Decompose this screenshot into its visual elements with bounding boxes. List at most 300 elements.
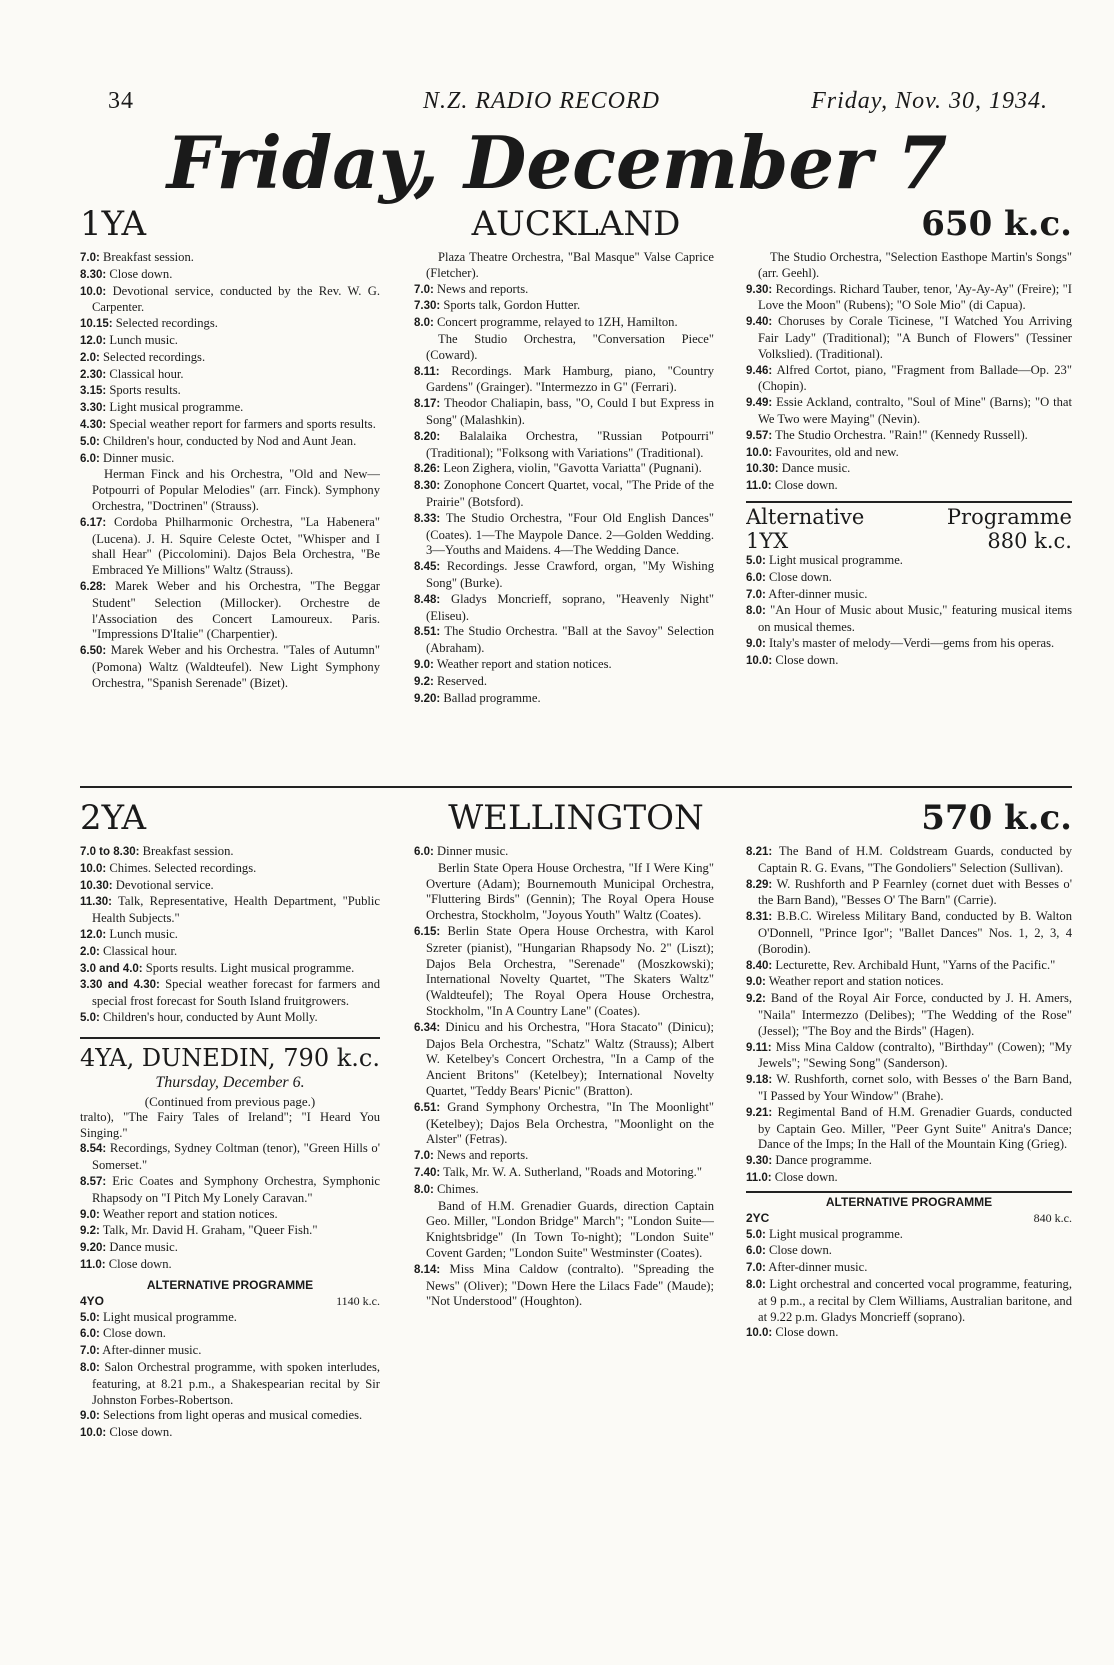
schedule-entry [414, 1100, 714, 1148]
entry-time: 8.31: [746, 911, 773, 924]
entry-time: 8.17: [414, 398, 441, 411]
entry-text: Concert programme, relayed to 1ZH, Hamilton. [436, 315, 678, 330]
station-city: WELLINGTON [448, 798, 704, 838]
schedule-entry [414, 250, 714, 282]
entry-text: Balalaika Orchestra, "Russian Potpourri" (Traditional); "Folksong with Variations" (Traditional). [426, 428, 714, 460]
entry-text: Weather report and station notices. [436, 656, 612, 671]
entry-time: 8.0: [414, 1183, 434, 1196]
entry-text: News and reports. [436, 281, 529, 296]
schedule-list [746, 844, 1072, 1187]
entry-time: 7.0: [746, 1262, 766, 1275]
entry-time: 9.46: [746, 364, 773, 377]
schedule-entry [746, 877, 1072, 910]
alt-call: 2YC [746, 1210, 770, 1225]
schedule-entry [414, 282, 714, 299]
schedule-entry [414, 624, 714, 657]
schedule-entry [80, 1408, 380, 1425]
entry-text: Weather report and station notices. [768, 974, 944, 989]
column-1ya-middle [414, 250, 714, 780]
entry-text: Lunch music. [109, 332, 178, 347]
entry-time: 5.0: [746, 554, 766, 567]
entry-time: 8.33: [414, 512, 441, 525]
entry-text: Reserved. [436, 673, 487, 688]
entry-text: Eric Coates and Symphony Orchestra, Symphonic Rhapsody on "I Pitch My Lonely Caravan." [92, 1173, 380, 1205]
entry-time: 6.17: [80, 516, 107, 529]
entry-text: Talk, Mr. W. A. Sutherland, "Roads and Motoring." [443, 1164, 702, 1179]
schedule-entry [746, 314, 1072, 362]
entry-text: Miss Mina Caldow (contralto), "Birthday" (Cowen); "My Jewels"; "Sewing Song" (Sanderson). [758, 1039, 1072, 1071]
entry-text: Italy's master of melody—Verdi—gems from his operas. [768, 635, 1055, 650]
schedule-entry [746, 570, 1072, 587]
entry-text: Sports results. [109, 383, 181, 398]
alt-heading-2yc: ALTERNATIVE PROGRAMME [746, 1191, 1072, 1211]
entry-text: Alfred Cortot, piano, "Fragment from Ballade—Op. 23" (Chopin). [758, 362, 1072, 394]
schedule-entry [746, 1040, 1072, 1073]
schedule-entry [80, 267, 380, 284]
entry-time: 11.0: [80, 1258, 106, 1271]
entry-text: Close down. [774, 478, 838, 493]
alt-frequency: 1140 k.c. [336, 1293, 380, 1308]
entry-text: After-dinner music. [768, 1260, 868, 1275]
entry-text: Selected recordings. [115, 316, 218, 331]
entry-text: Children's hour, conducted by Nod and Aunt Jean. [102, 433, 357, 448]
entry-text: The Studio Orchestra. "Ball at the Savoy" Selection (Abraham). [426, 624, 714, 656]
entry-time: 8.57: [80, 1175, 107, 1188]
schedule-entry [80, 316, 380, 333]
schedule-entry [746, 1277, 1072, 1325]
entry-time: 8.11: [414, 365, 440, 378]
schedule-entry [414, 298, 714, 315]
schedule-entry [746, 636, 1072, 653]
entry-text: Selected recordings. [102, 349, 206, 364]
entry-text: Devotional service. [115, 877, 214, 892]
schedule-entry [414, 478, 714, 511]
schedule-entry [80, 1141, 380, 1174]
entry-text: Dance programme. [775, 1153, 872, 1168]
entry-time: 8.30: [414, 480, 441, 493]
station-call: 1YA [80, 204, 146, 244]
entry-time: 8.0: [414, 317, 434, 330]
entry-text: Berlin State Opera House Orchestra, with Karol Szreter (pianist), "Hungarian Rhapsody No. 2" (Liszt); Dajos Bela Orchestra, "Serenade" (Moszkowski); International Novelty Quartet, "The Skaters Waltz" (Waldteufel); The Royal Opera House Orchestra, Stockholm, "In A Country Lane" (Coates). [426, 923, 714, 1018]
schedule-entry [80, 1425, 380, 1442]
column-2ya-right [746, 844, 1072, 1659]
alt-call: 4YO [80, 1293, 105, 1308]
entry-text: Ballad programme. [443, 690, 541, 705]
alternative-programme-1yx [746, 501, 1072, 670]
entry-time: 8.30: [80, 268, 107, 281]
schedule-entry [746, 653, 1072, 670]
entry-text: Sports talk, Gordon Hutter. [443, 298, 581, 313]
entry-text: Marek Weber and his Orchestra. "Tales of Autumn" (Pomona) Waltz (Waldteufel). New Light Symphony Orchestra, "Spanish Serenade" (Bizet). [92, 643, 380, 690]
entry-text: Leon Zighera, violin, "Gavotta Variatta" (Pugnani). [443, 461, 702, 476]
entry-time: 9.18: [746, 1074, 773, 1087]
schedule-entry [80, 1174, 380, 1207]
entry-time: 7.0: [746, 588, 766, 601]
schedule-entry [746, 587, 1072, 604]
schedule-entry [746, 991, 1072, 1039]
entry-time: 6.0: [746, 571, 766, 584]
schedule-list [80, 844, 380, 1027]
entry-text: Dinicu and his Orchestra, "Hora Stacato" (Dinicu); Dajos Bela Orchestra, "Schatz" Waltz (Strauss); Albert W. Ketelbey's Concert Orchestra, "In a Camp of the Ancient Britons" (Ketelbey); International Novelty Quartet, "Teddy Bears' Picnic" (Bratton). [426, 1019, 714, 1098]
entry-text: Regimental Band of H.M. Grenadier Guards, conducted by Captain Geo. Miller, "Peer Gynt Suite" Anitra's Dance; Dance of the Imps; In the Hall of the Mountain King (Grieg). [758, 1104, 1072, 1152]
entry-time: 7.0: [414, 283, 434, 296]
entry-text: W. Rushforth and P Fearnley (cornet duet with Besses o' the Barn Band), "Besses O' The Barn" (Carrie). [758, 876, 1072, 908]
schedule-entry [414, 461, 714, 478]
schedule-entry [746, 909, 1072, 957]
schedule-entry [80, 1240, 380, 1257]
entry-time: 7.40: [414, 1166, 441, 1179]
entry-time: 7.0: [80, 252, 100, 264]
entry-time: 5.0: [80, 1011, 100, 1024]
alt-heading-4yo: ALTERNATIVE PROGRAMME [146, 1277, 314, 1292]
schedule-entry [746, 1072, 1072, 1105]
entry-text: Marek Weber and his Orchestra, "The Beggar Student" Selection (Millocker). Orchestre de l'Association des Concert Lamoureux. Paris. "Impressions D'Italie" (Charpentier). [92, 578, 380, 642]
alt-schedule-list [80, 1310, 380, 1442]
entry-time: 8.0: [746, 1278, 766, 1291]
entry-text: The Band of H.M. Coldstream Guards, conducted by Captain R. G. Evans, "The Gondoliers" Selection (Sullivan). [758, 844, 1072, 875]
dunedin-subheading: Thursday, December 6. [155, 1073, 305, 1091]
alt-call: 1YX [746, 528, 789, 553]
entry-text: Close down. [774, 1169, 838, 1184]
masthead: N.Z. RADIO RECORD [423, 88, 660, 114]
entry-time: 9.0: [746, 976, 766, 989]
schedule-entry [746, 958, 1072, 975]
alt-frequency: 880 k.c. [987, 528, 1072, 553]
entry-text: Breakfast session. [102, 250, 194, 264]
issue-date: Friday, Nov. 30, 1934. [811, 88, 1048, 114]
entry-time: 8.45: [414, 561, 441, 574]
column-2ya-left [80, 844, 380, 1659]
entry-text: The Studio Orchestra, "Conversation Piece" (Coward). [426, 331, 714, 362]
entry-time: 3.30 and 4.30: [80, 979, 160, 992]
schedule-entry [414, 861, 714, 924]
dunedin-note: (Continued from previous page.) [144, 1093, 316, 1109]
schedule-entry [80, 515, 380, 579]
schedule-entry [746, 282, 1072, 315]
entry-text: Recordings. Jesse Crawford, organ, "My Wishing Song" (Burke). [426, 559, 714, 590]
schedule-entry [746, 428, 1072, 445]
schedule-entry [414, 1199, 714, 1262]
schedule-entry [746, 478, 1072, 495]
schedule-entry [746, 603, 1072, 636]
schedule-entry [746, 1227, 1072, 1244]
entry-text: Close down. [775, 652, 839, 667]
entry-text: Herman Finck and his Orchestra, "Old and New—Potpourri of Popular Melodies" (arr. Finck). Symphony Orchestra, "Doctrinen" (Strauss). [92, 467, 380, 513]
entry-time: 10.0: [746, 1327, 773, 1340]
entry-text: Gladys Moncrieff, soprano, "Heavenly Night" (Eliseu). [426, 591, 714, 623]
entry-time: 6.0: [80, 1328, 100, 1341]
schedule-entry [414, 844, 714, 861]
schedule-entry [746, 1243, 1072, 1260]
entry-time: 10.0: [80, 1427, 107, 1440]
entry-text: The Studio Orchestra. "Rain!" (Kennedy Russell). [775, 427, 1028, 442]
entry-time: 8.21: [746, 846, 773, 858]
entry-time: 8.0: [746, 605, 766, 618]
entry-time: 11.0: [746, 480, 772, 493]
column-2ya-middle [414, 844, 714, 1659]
entry-text: Band of the Royal Air Force, conducted by J. H. Amers, "Naila" Intermezzo (Delibes); "The Wedding of the Rose" (Jessel); "The Boy and the Birds" (Hagen). [758, 991, 1072, 1038]
schedule-entry [80, 1326, 380, 1343]
entry-text: Classical hour. [102, 943, 178, 958]
entry-time: 8.54: [80, 1143, 107, 1156]
schedule-entry [80, 434, 380, 451]
schedule-entry [80, 844, 380, 861]
entry-text: Light musical programme. [768, 1226, 903, 1241]
entry-time: 7.30: [414, 300, 441, 313]
schedule-entry [414, 332, 714, 364]
schedule-entry [746, 1105, 1072, 1153]
entry-text: Lecturette, Rev. Archibald Hunt, "Yarns of the Pacific." [775, 957, 1056, 972]
entry-time: 5.0: [746, 1228, 766, 1241]
entry-text: Devotional service, conducted by the Rev. W. G. Carpenter. [92, 283, 380, 315]
entry-time: 10.15: [80, 318, 113, 331]
alt-schedule-list [746, 1227, 1072, 1343]
entry-text: Dinner music. [436, 844, 509, 858]
entry-time: 8.48: [414, 593, 441, 606]
entry-time: 9.57: [746, 429, 773, 442]
entry-text: Light orchestral and concerted vocal programme, featuring, at 9 p.m., a recital by Clem Williams, Australian baritone, and at 9.22 p.m. Gladys Moncrieff (soprano). [758, 1276, 1072, 1324]
schedule-entry [80, 1310, 380, 1327]
entry-text: Recordings. Mark Hamburg, piano, "Country Gardens" (Grainger). "Intermezzo in G" (Ferrari). [426, 363, 714, 395]
entry-time: 9.0: [80, 1410, 100, 1423]
entry-time: 9.30: [746, 283, 773, 296]
schedule-entry [80, 944, 380, 961]
schedule-entry [414, 396, 714, 429]
schedule-entry [80, 467, 380, 514]
schedule-entry [80, 861, 380, 878]
schedule-entry [414, 657, 714, 674]
schedule-entry [414, 429, 714, 462]
entry-time: 8.26: [414, 463, 441, 476]
schedule-entry [414, 315, 714, 332]
entry-text: Close down. [102, 1326, 166, 1341]
entry-text: Talk, Representative, Health Department, "Public Health Subjects." [92, 894, 380, 926]
entry-text: Dance music. [109, 1240, 178, 1255]
entry-time: 8.40: [746, 959, 773, 972]
entry-time: 2.0: [80, 351, 100, 364]
entry-text: Plaza Theatre Orchestra, "Bal Masque" Valse Caprice (Fletcher). [426, 250, 714, 280]
entry-time: 2.30: [80, 368, 107, 381]
entry-time: 5.0: [80, 1311, 100, 1324]
entry-time: 8.51: [414, 626, 441, 639]
schedule-entry [80, 333, 380, 350]
schedule-entry [80, 1010, 380, 1027]
station-banner-1ya [80, 204, 1072, 250]
entry-time: 9.0: [746, 637, 766, 650]
entry-time: 7.0: [414, 1150, 434, 1163]
entry-text: Recordings. Richard Tauber, tenor, 'Ay-Ay-Ay" (Freire); "I Love the Moon" (Rubens); "O Sole Mio" (di Capua). [758, 281, 1072, 313]
schedule-entry [746, 395, 1072, 428]
alt-label-programme: Programme [946, 504, 1072, 529]
entry-text: Talk, Mr. David H. Graham, "Queer Fish." [102, 1223, 318, 1238]
entry-time: 10.30: [80, 879, 113, 892]
entry-text: Salon Orchestral programme, with spoken interludes, featuring, at 8.21 p.m., a Shakespearian recital by Sir Johnston Forbes-Robertson. [92, 1359, 380, 1407]
schedule-entry [746, 1325, 1072, 1342]
schedule-entry [80, 451, 380, 468]
entry-time: 8.29: [746, 878, 773, 891]
entry-text: The Studio Orchestra, "Four Old English Dances" (Coates). 1—The Maypole Dance. 2—Golden Wedding. 3—Youths and Maidens. 4—The Wedding Dance. [426, 510, 714, 558]
schedule-entry [414, 592, 714, 625]
entry-text: The Studio Orchestra, "Selection Easthope Martin's Songs" (arr. Geehl). [758, 250, 1072, 280]
entry-time: 9.40: [746, 316, 773, 329]
schedule-entry [80, 961, 380, 978]
entry-text: Weather report and station notices. [102, 1206, 278, 1221]
schedule-entry [414, 1165, 714, 1182]
schedule-entry [80, 367, 380, 384]
entry-time: 9.2: [80, 1225, 100, 1238]
station-frequency: 570 k.c. [921, 798, 1072, 838]
schedule-entry [414, 691, 714, 708]
schedule-entry [746, 250, 1072, 282]
schedule-entry [80, 1343, 380, 1360]
entry-time: 6.0: [746, 1245, 766, 1258]
schedule-entry [414, 1148, 714, 1165]
entry-time: 10.0: [746, 654, 773, 667]
schedule-entry [80, 383, 380, 400]
entry-text: Grand Symphony Orchestra, "In The Moonlight" (Ketelbey); Dajos Bela Orchestra, "Moonlight on the Alster" (Fetras). [426, 1099, 714, 1147]
page-title: Friday, December 7 [166, 120, 948, 205]
section-divider [80, 786, 1072, 788]
entry-time: 11.30: [80, 896, 112, 909]
schedule-entry [80, 977, 380, 1010]
schedule-entry [414, 511, 714, 559]
entry-time: 10.0: [746, 446, 773, 459]
entry-text: Close down. [768, 569, 832, 584]
schedule-entry [80, 878, 380, 895]
entry-time: 5.0: [80, 435, 100, 448]
schedule-entry [80, 1223, 380, 1240]
schedule-entry [414, 924, 714, 1020]
schedule-list [746, 250, 1072, 495]
schedule-entry [746, 445, 1072, 462]
entry-text: Close down. [109, 1425, 173, 1440]
entry-time: 11.0: [746, 1171, 772, 1184]
entry-text: Miss Mina Caldow (contralto). "Spreading the News" (Oliver); "Down Here the Lilacs Fade" (Maude); "Not Understood" (Houghton). [426, 1261, 714, 1309]
entry-time: 3.0 and 4.0: [80, 962, 143, 975]
dunedin-schedule-list [80, 1141, 380, 1273]
entry-text: Dance music. [781, 461, 851, 476]
entry-time: 12.0: [80, 334, 107, 347]
entry-text: Close down. [109, 266, 173, 281]
entry-text: Theodor Chaliapin, bass, "O, Could I but Express in Song" (Malashkin). [426, 396, 714, 427]
entry-text: Cordoba Philharmonic Orchestra, "La Habenera" (Lucena). J. H. Squire Celeste Octet, "Whisper and I shall Hear" (Piccolomini). Dajos Bela Orchestra, "Be Embraced Ye Millions" Waltz (Strauss). [92, 514, 380, 578]
entry-text: Berlin State Opera House Orchestra, "If I Were King" Overture (Adam); Bournemouth Municipal Orchestra, "Fluttering Birds" (Gennin); The Royal Opera House Orchestra, Stockholm, "Joyous Youth" Waltz (Coates). [426, 860, 714, 923]
entry-time: 9.21: [746, 1106, 773, 1119]
entry-text: Light musical programme. [109, 400, 244, 415]
entry-text: Lunch music. [109, 926, 178, 941]
entry-time: 9.20: [80, 1242, 107, 1255]
entry-text: Close down. [775, 1325, 839, 1340]
entry-time: 9.20: [414, 692, 441, 705]
schedule-entry [80, 927, 380, 944]
schedule-entry [414, 364, 714, 397]
schedule-entry [80, 643, 380, 691]
schedule-entry [414, 674, 714, 691]
schedule-entry [80, 1360, 380, 1408]
entry-text: News and reports. [436, 1148, 529, 1163]
entry-text: Chimes. [436, 1181, 479, 1196]
entry-text: Special weather forecast for farmers and special frost forecast for South Island fruitgrowers. [92, 977, 380, 1009]
entry-text: Zonophone Concert Quartet, vocal, "The Pride of the Prairie" (Botsford). [426, 478, 714, 509]
entry-text: Recordings, Sydney Coltman (tenor), "Green Hills o' Somerset." [92, 1141, 380, 1173]
schedule-entry [746, 1170, 1072, 1187]
entry-time: 9.49: [746, 397, 773, 410]
schedule-entry [746, 363, 1072, 396]
schedule-entry [414, 559, 714, 592]
entry-time: 6.51: [414, 1101, 441, 1114]
schedule-entry [746, 1153, 1072, 1170]
entry-text: Choruses by Corale Ticinese, "I Watched You Arriving Fair Lady" (Traditional); "A Bunch of Flowers" (Tessiner Volkslied). (Traditional). [758, 314, 1072, 361]
entry-time: 10.30: [746, 463, 779, 476]
entry-time: 6.15: [414, 925, 441, 938]
column-1ya-right [746, 250, 1072, 790]
entry-time: 9.2: [746, 993, 766, 1006]
entry-time: 7.0 to 8.30: [80, 846, 140, 858]
schedule-entry [80, 579, 380, 643]
alt-schedule-list [746, 553, 1072, 670]
entry-text: Classical hour. [109, 366, 184, 381]
schedule-entry [80, 1207, 380, 1224]
entry-time: 6.0: [80, 452, 100, 465]
entry-text: Light musical programme. [768, 552, 903, 567]
entry-time: 9.0: [80, 1208, 100, 1221]
entry-text: Close down. [108, 1256, 172, 1271]
schedule-entry [746, 844, 1072, 877]
entry-text: W. Rushforth, cornet solo, with Besses o' the Barn Band, "I Passed by Your Window" (Brahe). [758, 1072, 1072, 1103]
entry-text: Essie Ackland, contralto, "Soul of Mine" (Barns); "O that We Two were Maying" (Nevin). [758, 395, 1072, 426]
page-header [108, 88, 1048, 118]
entry-time: 9.11: [746, 1041, 772, 1054]
alt-label: Alternative [746, 504, 865, 529]
alt-frequency: 840 k.c. [1033, 1210, 1072, 1225]
schedule-entry [746, 553, 1072, 570]
entry-text: Breakfast session. [142, 844, 234, 858]
schedule-entry [414, 1182, 714, 1199]
entry-time: 7.0: [80, 1345, 100, 1358]
dunedin-heading: 4YA, DUNEDIN, 790 k.c. [80, 1037, 380, 1073]
entry-text: Light musical programme. [102, 1309, 237, 1324]
entry-text: "An Hour of Music about Music," featuring musical items on musical themes. [758, 603, 1072, 635]
entry-time: 10.0: [80, 862, 107, 875]
entry-text: After-dinner music. [768, 586, 868, 601]
entry-text: Band of H.M. Grenadier Guards, direction Captain Geo. Miller, "London Bridge" March"; "London Suite—Knightsbridge" (In Town To-night); "London Suite" Covent Garden; "London Suite" Westminster (Coates). [426, 1198, 714, 1260]
entry-time: 6.28: [80, 580, 107, 593]
station-banner-2ya [80, 798, 1072, 844]
schedule-entry [746, 461, 1072, 478]
entry-time: 9.30: [746, 1155, 773, 1168]
entry-text: Chimes. Selected recordings. [109, 860, 257, 875]
entry-time: 2.0: [80, 945, 100, 958]
schedule-entry [414, 1262, 714, 1310]
dunedin-continued-text: tralto), "The Fairy Tales of Ireland"; "I Heard You Singing." [80, 1109, 380, 1140]
schedule-entry [746, 1260, 1072, 1277]
entry-time: 12.0: [80, 928, 107, 941]
column-1ya-left [80, 250, 380, 780]
station-city: AUCKLAND [471, 204, 681, 244]
entry-text: Sports results. Light musical programme. [145, 960, 355, 975]
entry-time: 8.14: [414, 1263, 441, 1276]
entry-text: Favourites, old and new. [775, 444, 899, 459]
entry-text: Dinner music. [102, 450, 175, 465]
entry-time: 3.30: [80, 402, 107, 415]
entry-time: 6.0: [414, 846, 434, 858]
schedule-entry [80, 250, 380, 267]
schedule-entry [80, 284, 380, 317]
entry-text: Special weather report for farmers and sports results. [109, 416, 376, 431]
entry-time: 9.2: [414, 675, 434, 688]
entry-text: Close down. [768, 1243, 832, 1258]
entry-time: 6.50: [80, 645, 107, 658]
